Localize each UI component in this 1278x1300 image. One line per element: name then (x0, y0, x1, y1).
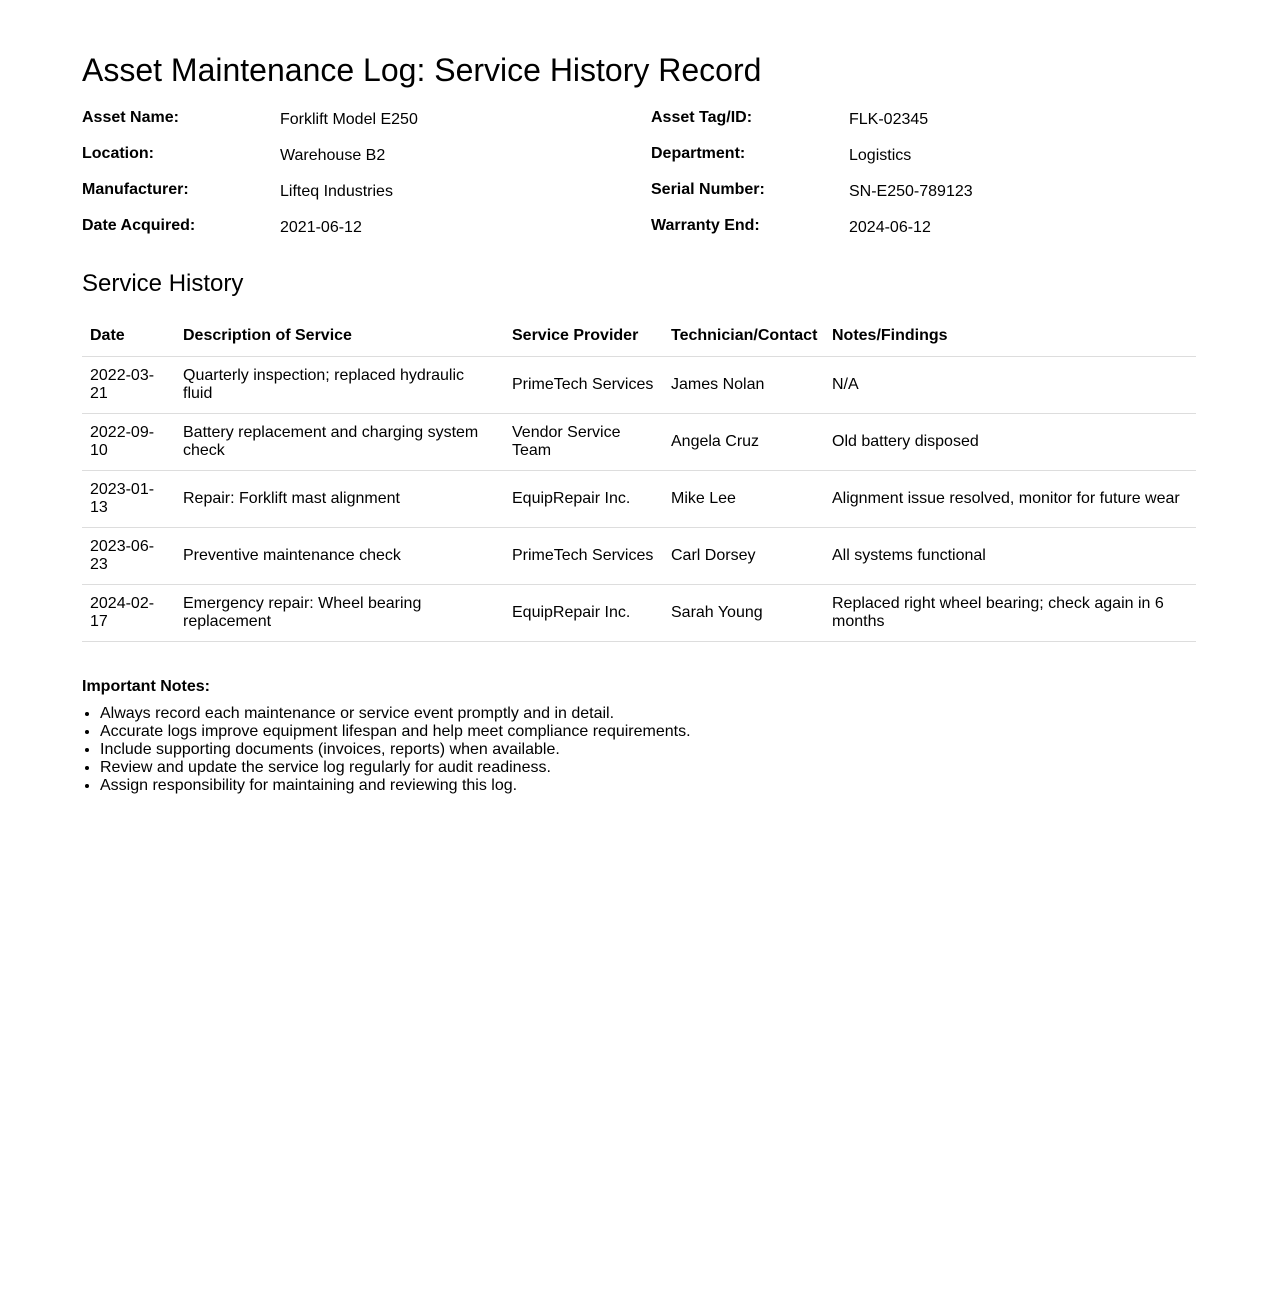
warranty-end-label: Warranty End: (651, 217, 760, 234)
column-header-date: Date (82, 316, 175, 357)
asset-tag-value: FLK-02345 (849, 111, 929, 128)
location-label: Location: (82, 145, 154, 162)
column-header-description: Description of Service (175, 316, 504, 357)
list-item: • Accurate logs improve equipment lifespan and help meet compliance requirements. (100, 723, 1100, 741)
column-header-provider: Service Provider (504, 316, 663, 357)
warranty-end-value: 2024-06-12 (849, 219, 931, 236)
cell-technician: Sarah Young (663, 585, 824, 642)
cell-technician: James Nolan (663, 357, 824, 414)
cell-description: Quarterly inspection; replaced hydraulic fluid (175, 357, 504, 414)
cell-provider: EquipRepair Inc. (504, 471, 663, 528)
cell-description: Battery replacement and charging system check (175, 414, 504, 471)
cell-notes: Replaced right wheel bearing; check again in 6 months (824, 585, 1196, 642)
asset-info-row (82, 108, 1196, 144)
asset-name-label: Asset Name: (82, 109, 179, 126)
table-row (82, 585, 1196, 642)
important-notes-list (82, 705, 1100, 795)
asset-name-value: Forklift Model E250 (280, 111, 418, 128)
list-item: • Always record each maintenance or service event promptly and in detail. (100, 705, 1100, 723)
serial-number-label: Serial Number: (651, 181, 765, 198)
column-header-technician: Technician/Contact (663, 316, 824, 357)
department-label: Department: (651, 145, 746, 162)
cell-technician: Angela Cruz (663, 414, 824, 471)
list-item: • Assign responsibility for maintaining and reviewing this log. (100, 777, 1100, 795)
location-value: Warehouse B2 (280, 147, 386, 164)
column-header-notes: Notes/Findings (824, 316, 1196, 357)
service-history-heading: Service History (82, 270, 244, 297)
important-notes-title: Important Notes: (82, 678, 210, 695)
serial-number-value: SN-E250-789123 (849, 183, 973, 200)
manufacturer-label: Manufacturer: (82, 181, 189, 198)
cell-provider: EquipRepair Inc. (504, 585, 663, 642)
cell-date: 2023-01-13 (82, 471, 175, 528)
asset-info-row (82, 216, 1196, 252)
cell-notes: Alignment issue resolved, monitor for future wear (824, 471, 1196, 528)
list-item: • Include supporting documents (invoices, reports) when available. (100, 741, 1100, 759)
table-row (82, 471, 1196, 528)
cell-description: Emergency repair: Wheel bearing replacement (175, 585, 504, 642)
cell-provider: Vendor Service Team (504, 414, 663, 471)
cell-provider: PrimeTech Services (504, 528, 663, 585)
cell-technician: Carl Dorsey (663, 528, 824, 585)
cell-description: Preventive maintenance check (175, 528, 504, 585)
cell-provider: PrimeTech Services (504, 357, 663, 414)
asset-info-row (82, 180, 1196, 216)
cell-date: 2022-03-21 (82, 357, 175, 414)
date-acquired-label: Date Acquired: (82, 217, 196, 234)
table-row (82, 414, 1196, 471)
cell-notes: Old battery disposed (824, 414, 1196, 471)
date-acquired-value: 2021-06-12 (280, 219, 362, 236)
cell-date: 2023-06-23 (82, 528, 175, 585)
cell-date: 2024-02-17 (82, 585, 175, 642)
asset-info-row (82, 144, 1196, 180)
asset-tag-label: Asset Tag/ID: (651, 109, 753, 126)
list-item: • Review and update the service log regularly for audit readiness. (100, 759, 1100, 777)
department-value: Logistics (849, 147, 912, 164)
cell-notes: All systems functional (824, 528, 1196, 585)
cell-description: Repair: Forklift mast alignment (175, 471, 504, 528)
table-row (82, 528, 1196, 585)
manufacturer-value: Lifteq Industries (280, 183, 393, 200)
asset-info-grid (82, 108, 1196, 252)
table-row (82, 357, 1196, 414)
page-title: Asset Maintenance Log: Service History Record (82, 52, 762, 88)
cell-notes: N/A (824, 357, 1196, 414)
cell-technician: Mike Lee (663, 471, 824, 528)
service-history-table (82, 316, 1196, 642)
table-header-row (82, 316, 1196, 357)
cell-date: 2022-09-10 (82, 414, 175, 471)
